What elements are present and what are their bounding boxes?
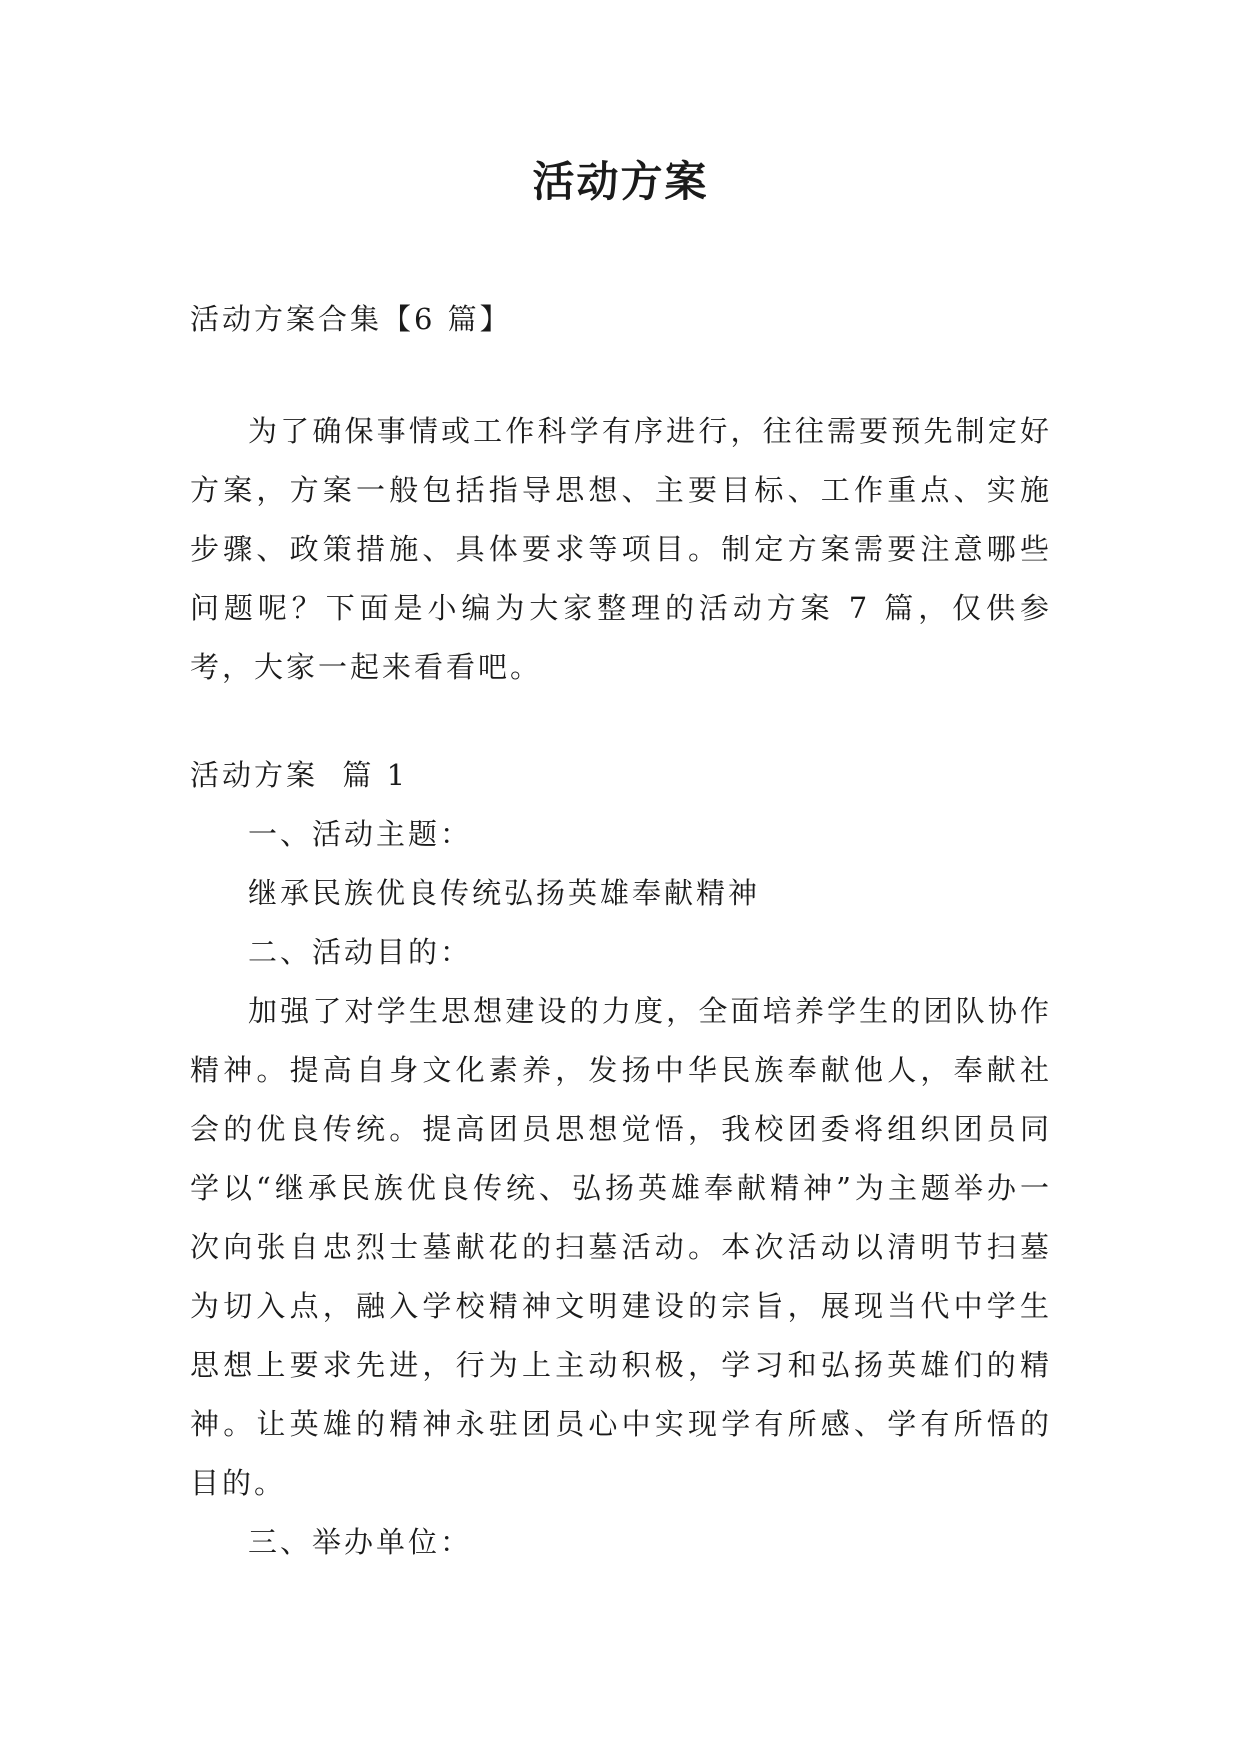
subtitle-text: 活动方案合集【6 篇】 <box>190 302 512 336</box>
intro-paragraph <box>190 402 1052 697</box>
section-heading: 活动方案 篇 1 <box>190 758 409 792</box>
intro-text: 为了确保事情或工作科学有序进行，往往需要预先制定好方案，方案一般包括指导思想、主要目标、工作重点、实施步骤、政策措施、具体要求等项目。制定方案需要注意哪些问题呢？下面是小编为大家整理的活动方案 7 篇，仅供参考，大家一起来看看吧。 <box>190 414 1052 684</box>
purpose-label: 二、活动目的： <box>248 935 473 969</box>
section-1 <box>190 746 1052 1572</box>
collection-subtitle <box>190 289 1052 349</box>
theme-text: 继承民族优良传统弘扬英雄奉献精神 <box>248 876 761 910</box>
theme-label: 一、活动主题： <box>248 817 473 851</box>
document-title: 活动方案 <box>532 157 709 206</box>
purpose-text: 加强了对学生思想建设的力度，全面培养学生的团队协作精神。提高自身文化素养，发扬中华民族奉献他人，奉献社会的优良传统。提高团员思想觉悟，我校团委将组织团员同学以“继承民族优良传统、弘扬英雄奉献精神”为主题举办一次向张自忠烈士墓献花的扫墓活动。本次活动以清明节扫墓为切入点，融入学校精神文明建设的宗旨，展现当代中学生思想上要求先进，行为上主动积极，学习和弘扬英雄们的精神。让英雄的精神永驻团员心中实现学有所感、学有所悟的目的。 <box>190 994 1052 1500</box>
organizer-label: 三、举办单位： <box>248 1525 473 1559</box>
